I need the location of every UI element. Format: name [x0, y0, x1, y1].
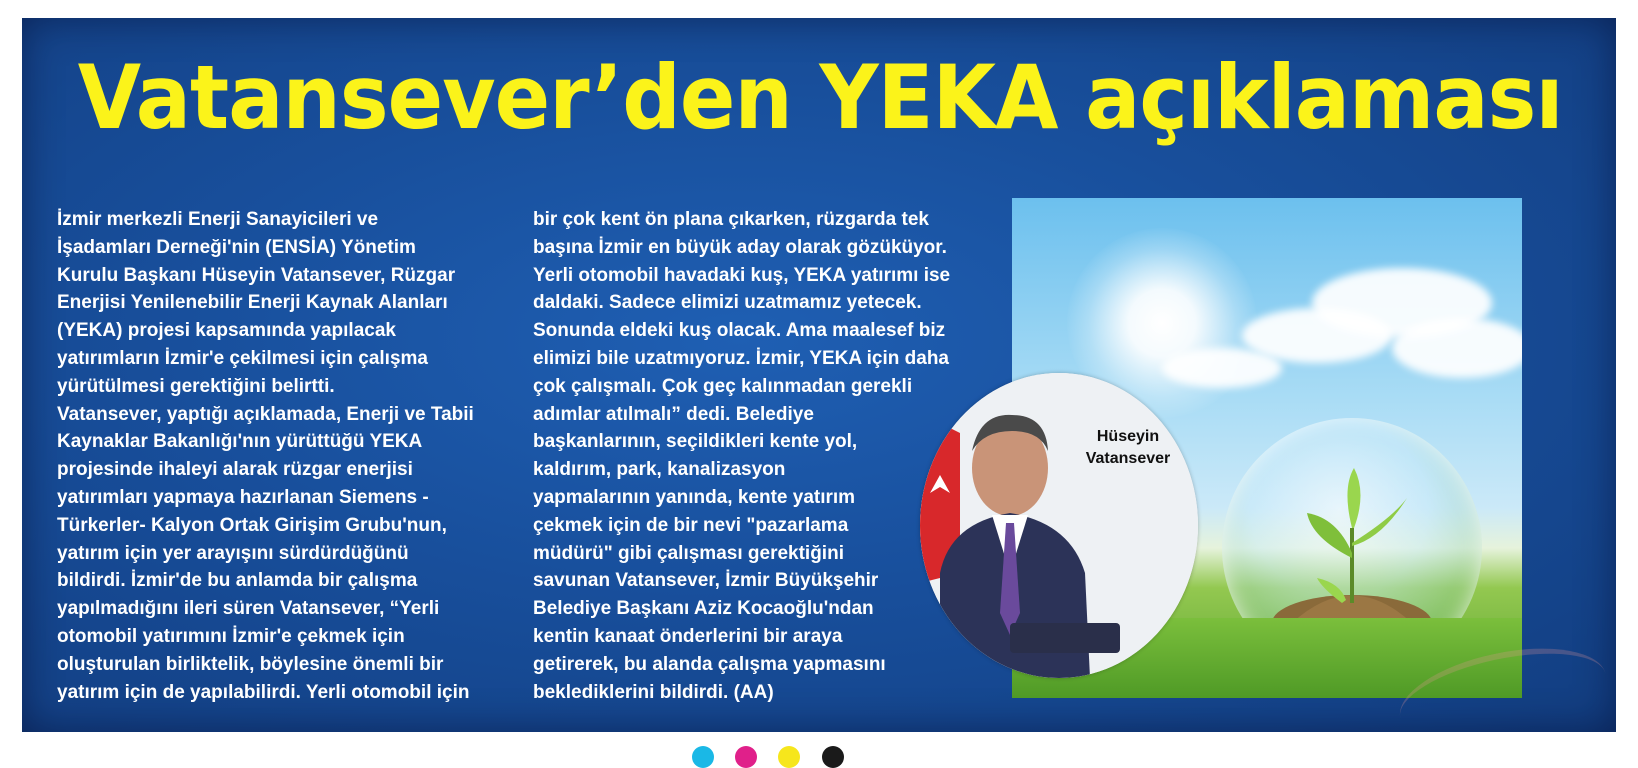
portrait-photo — [920, 373, 1198, 678]
print-mark-cyan — [692, 746, 714, 768]
print-mark-black — [822, 746, 844, 768]
body-column-1: İzmir merkezli Enerji Sanayicileri ve İşadamları Derneği'nin (ENSİA) Yönetim Kurulu Başkanı Hüseyin Vatansever, Rüzgar Enerjisi Yenilenebilir Enerji Kaynak Alanları (YEKA) projesi kapsamında yapılacak yatırımların İzmir'e çekilmesi için çalışma yürütülmesi gerektiğini belirtti. Vatansever, yaptığı açıklamada, Enerji ve Tabii Kaynaklar Bakanlığı'nın yürüttüğü YEKA projesinde ihaleyi alarak rüzgar enerjisi yatırımları yapmaya hazırlanan Siemens - Türkerler- Kalyon Ortak Girişim Grubu'nun, yatırım için yer arayışını sürdürdüğünü bildirdi. İzmir'de bu anlamda bir çalışma yapılmadığını ileri süren Vatansever, “Yerli otomobil yatırımını İzmir'e çekmek için oluşturulan birliktelik, böylesine önemli bir yatırım için de yapılabilirdi. Yerli otomobil için — [57, 209, 474, 703]
print-mark-yellow — [778, 746, 800, 768]
cloud — [1392, 318, 1522, 378]
portrait-illustration — [920, 373, 1198, 678]
print-mark-magenta — [735, 746, 757, 768]
photo-caption: Hüseyin Vatansever — [1085, 428, 1171, 467]
body-column-2: bir çok kent ön plana çıkarken, rüzgarda tek başına İzmir en büyük aday olarak gözüküyor. Yerli otomobil havadaki kuş, YEKA yatırımı ise daldaki. Sadece elimizi uzatmamız yetecek. Sonunda eldeki kuş olacak. Ama maalesef biz elimizi bile uzatmıyoruz. İzmir, YEKA için daha çok çalışmalı. Çok geç kalınmadan gerekli adımlar atılmalı” dedi. Belediye başkanlarının, seçildikleri kente yol, kaldırım, park, kanalizasyon yapmalarının yanında, kente yatırım çekmek için de bir nevi "pazarlama müdürü" gibi çalışması gerektiğini savunan Vatansever, İzmir Büyükşehir Belediye Başkanı Aziz Kocaoğlu'ndan kentin kanaat önderlerini bir araya getirerek, bu alanda çalışma yapmasını beklediklerini bildirdi. (AA) — [533, 209, 951, 703]
article-panel — [22, 18, 1616, 732]
headline: Vatansever’den YEKA açıklaması — [77, 46, 1563, 149]
cloud — [1162, 348, 1282, 388]
